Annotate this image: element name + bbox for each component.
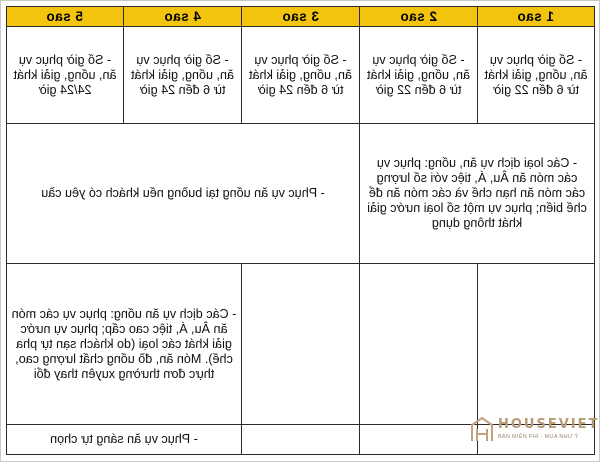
table-row	[7, 124, 595, 264]
houseviet-watermark	[470, 413, 600, 453]
table-cell: - Số giờ phục vụ ăn, uống, giải khát từ 6 đến 24 giờ	[124, 27, 242, 124]
header-3-star: 3 sao	[242, 7, 360, 27]
table-cell	[360, 264, 478, 425]
table-cell	[360, 425, 478, 455]
hotel-star-standards-table	[6, 6, 595, 455]
header-4-star: 4 sao	[124, 7, 242, 27]
table-cell	[242, 264, 360, 425]
header-2-star: 2 sao	[360, 7, 478, 27]
table-cell	[478, 264, 595, 425]
header-1-star: 1 sao	[478, 7, 595, 27]
table-cell: - Số giờ phục vụ ăn, uống, giải khát từ 6 đến 22 giờ	[360, 27, 478, 124]
table-row	[7, 264, 595, 425]
header-row	[7, 7, 595, 27]
table-cell: - Số giờ phục vụ ăn, uống, giải khát 24/24 giờ	[7, 27, 124, 124]
table-cell: - Số giờ phục vụ ăn, uống, giải khát từ 6 đến 24 giờ	[242, 27, 360, 124]
table-row	[7, 27, 595, 124]
table-cell: - Số giờ phục vụ ăn, uống, giải khát từ 6 đến 22 giờ	[478, 27, 595, 124]
table-cell: - Phục vụ ăn uống tại buồng nếu khách có yêu cầu	[7, 124, 360, 264]
houseviet-logo-icon	[470, 415, 494, 443]
watermark-tagline: BẢN MIỄN PHÍ - MUA NHƯ Ý	[498, 434, 579, 440]
table-cell	[242, 425, 360, 455]
table-cell: - Các dịch vụ ăn uống: phục vụ các món ăn Âu, Á, tiệc cao cấp; phục vụ nước giải khát các loại (do khách sạn tự pha chế). Món ăn, đồ uống chất lượng cao, thực đơn thường xuyên thay đổi	[7, 264, 242, 425]
watermark-name: HOUSEVIET	[498, 417, 600, 432]
table-cell: - Phục vụ ăn sáng tự chọn	[7, 425, 242, 455]
header-5-star: 5 sao	[7, 7, 124, 27]
table-cell: - Các loại dịch vụ ăn, uống: phục vụ các món ăn Âu, Á, tiệc với số lượng các món ăn hạn chế và các món ăn để chế biến; phục vụ một số loại nước giải khát thông dụng	[360, 124, 595, 264]
